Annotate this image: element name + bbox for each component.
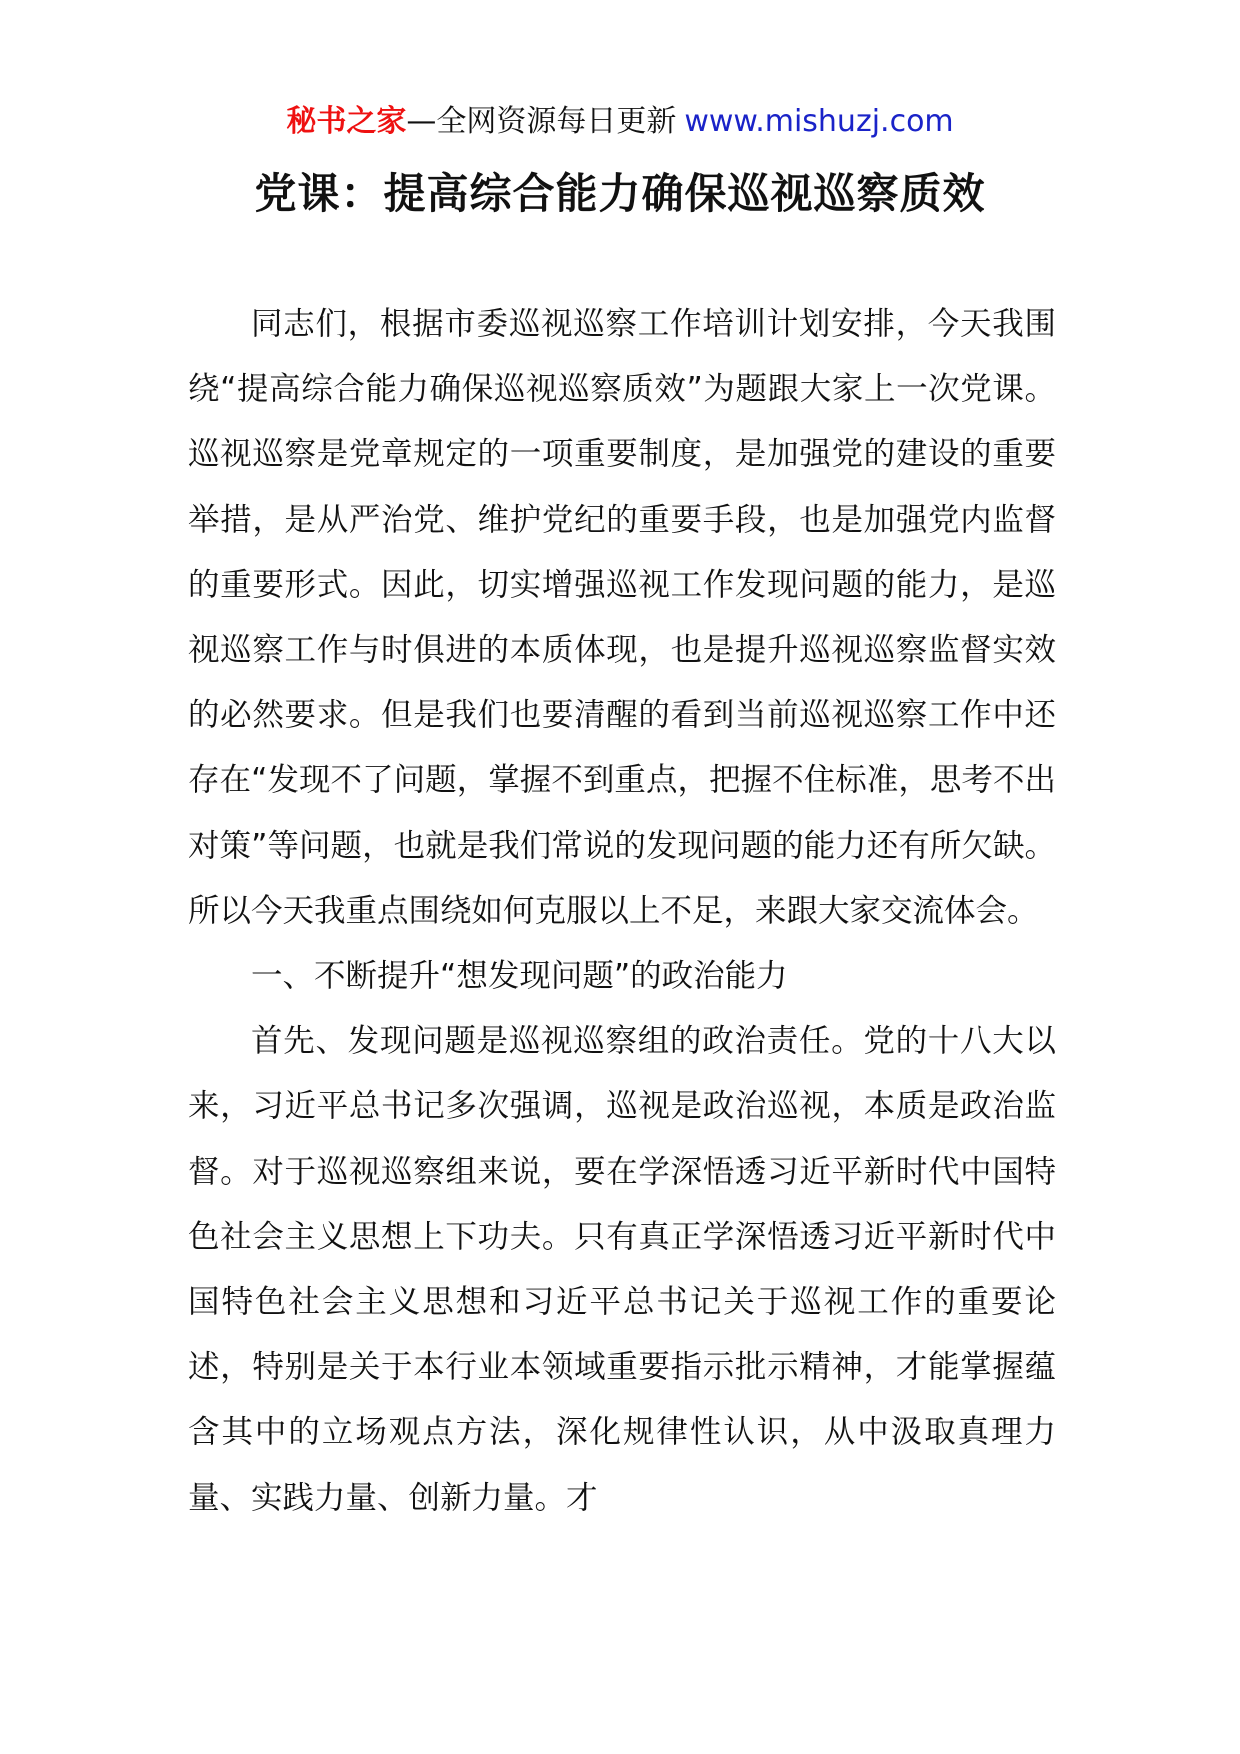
site-tagline: —全网资源每日更新 xyxy=(406,104,677,139)
paragraph-intro: 同志们，根据市委巡视巡察工作培训计划安排，今天我围绕“提高综合能力确保巡视巡察质效”为题跟大家上一次党课。巡视巡察是党章规定的一项重要制度，是加强党的建设的重要举措，是从严治党、维护党纪的重要手段，也是加强党内监督的重要形式。因此，切实增强巡视工作发现问题的能力，是巡视巡察工作与时俱进的本质体现，也是提升巡视巡察监督实效的必然要求。但是我们也要清醒的看到当前巡视巡察工作中还存在“发现不了问题，掌握不到重点，把握不住标准，思考不出对策”等问题，也就是我们常说的发现问题的能力还有所欠缺。所以今天我重点围绕如何克服以上不足，来跟大家交流体会。 xyxy=(188,306,1056,929)
section-heading-1: 一、不断提升“想发现问题”的政治能力 xyxy=(251,958,788,995)
document-title: 党课：提高综合能力确保巡视巡察质效 xyxy=(254,169,986,218)
document-body xyxy=(188,292,1056,1531)
paragraph-section-1: 首先、发现问题是巡视巡察组的政治责任。党的十八大以来，习近平总书记多次强调，巡视是政治巡视，本质是政治监督。对于巡视巡察组来说，要在学深悟透习近平新时代中国特色社会主义思想上下功夫。只有真正学深悟透习近平新时代中国特色社会主义思想和习近平总书记关于巡视工作的重要论述，特别是关于本行业本领域重要指示批示精神，才能掌握蕴含其中的立场观点方法，深化规律性认识，从中汲取真理力量、实践力量、创新力量。才 xyxy=(188,1023,1056,1516)
site-name: 秘书之家 xyxy=(286,104,407,139)
site-header xyxy=(0,100,1240,144)
site-url-link[interactable]: www.mishuzj.com xyxy=(684,104,954,139)
